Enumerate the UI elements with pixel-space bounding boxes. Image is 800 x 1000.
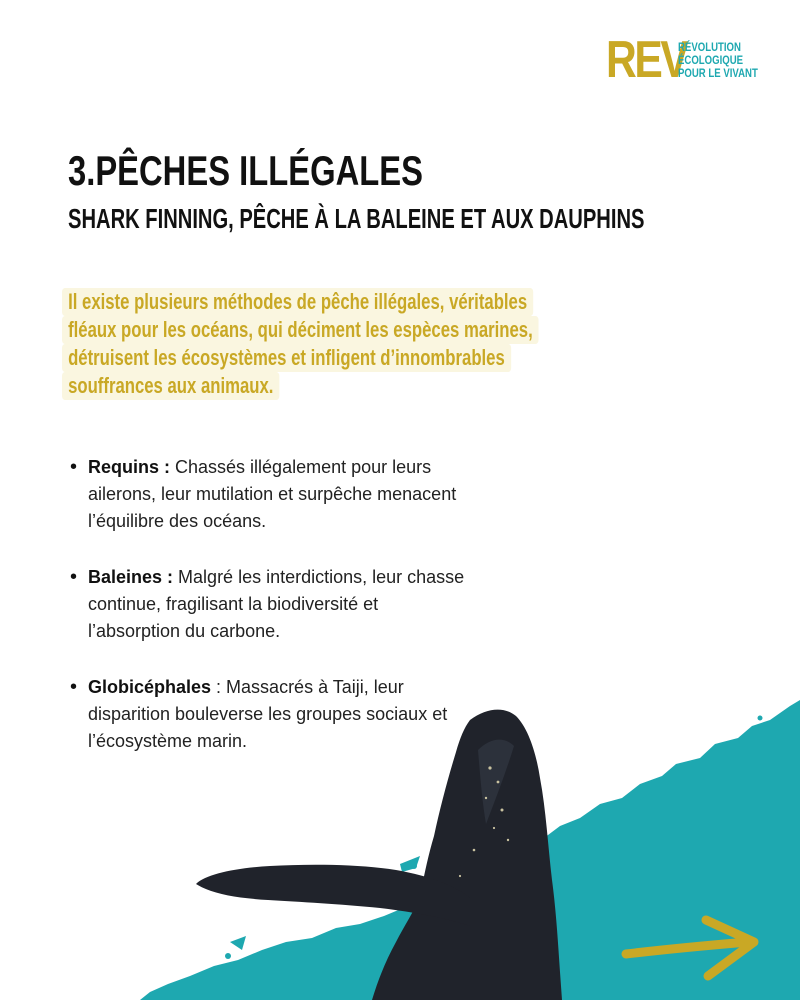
page-subtitle: SHARK FINNING, PÊCHE À LA BALEINE ET AUX DAUPHINS (68, 203, 645, 234)
intro-line-2: fléaux pour les océans, qui déciment les espèces marines, (62, 316, 539, 344)
intro-highlight (62, 288, 533, 400)
bullet-requins-text: Chassés illégalement pour leurs ailerons, leur mutilation et surpêche menacent l’équilibre des océans. (88, 457, 457, 531)
bullet-baleines (68, 564, 468, 645)
decor-art (0, 680, 800, 1000)
bullet-requins-term: Requins : (88, 457, 171, 477)
intro-line-4: souffrances aux animaux. (62, 372, 280, 400)
intro-line-3: détruisent les écosystèmes et infligent d’innombrables (62, 344, 511, 372)
bullet-requins (68, 454, 468, 535)
bullet-globicephales-term: Globicéphales (88, 677, 212, 697)
bullet-baleines-term: Baleines : (88, 567, 174, 587)
page-title: 3.PÊCHES ILLÉGALES (68, 147, 423, 194)
logo-mark: REV (606, 31, 687, 89)
logo-tagline-line-3: POUR LE VIVANT (678, 65, 758, 80)
logo-tagline-line-2: ÉCOLOGIQUE (678, 52, 744, 67)
intro-line-1: Il existe plusieurs méthodes de pêche illégales, véritables (62, 288, 533, 316)
bullet-globicephales-text: : Massacrés à Taiji, leur disparition bouleverse les groupes sociaux et l’écosystème marin. (88, 677, 448, 751)
logo-tagline-line-1: RÉVOLUTION (678, 39, 741, 54)
brand-logo (606, 31, 778, 89)
bullet-baleines-text: Malgré les interdictions, leur chasse continue, fragilisant la biodiversité et l’absorption du carbone. (88, 567, 465, 641)
logo-tagline (678, 41, 758, 80)
